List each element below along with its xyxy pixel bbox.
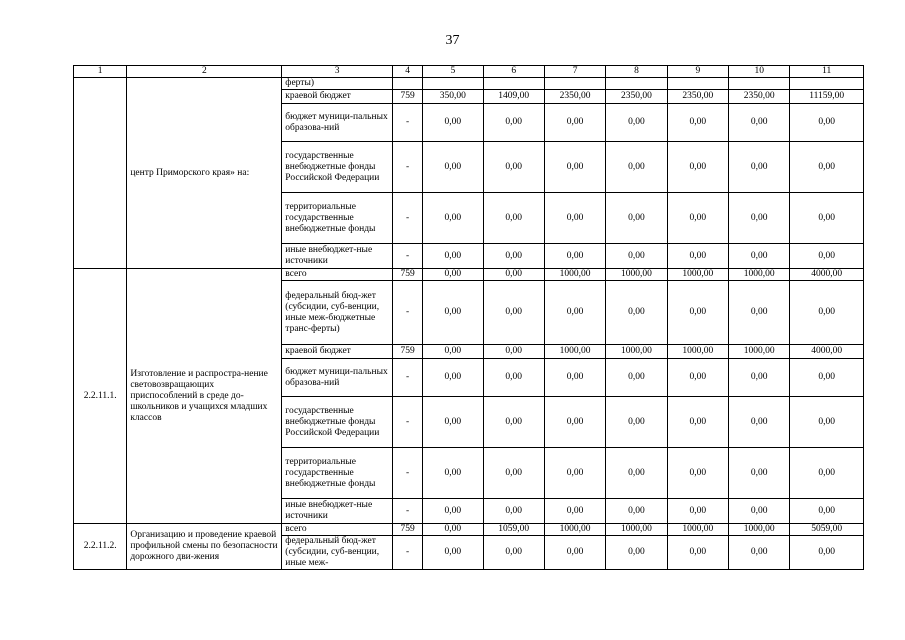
funding-source-label: ферты) [282,78,393,90]
column-number: 8 [606,66,667,78]
funding-source-label: иные внебюджет-ные источники [282,499,393,524]
funding-value: 0,00 [483,499,544,524]
funding-value: 0,00 [483,281,544,345]
funding-value: 0,00 [483,448,544,499]
funding-value: 0,00 [729,281,790,345]
funding-value: 0,00 [483,536,544,570]
funding-value: 0,00 [667,244,728,269]
funding-value: 0,00 [667,536,728,570]
funding-value: 0,00 [790,499,864,524]
funding-value: 0,00 [606,104,667,142]
funding-value: 0,00 [729,359,790,397]
funding-value: 0,00 [423,281,483,345]
funding-value: 0,00 [790,397,864,448]
column-number: 2 [127,66,282,78]
funding-value [729,78,790,90]
column-number-row [74,66,864,78]
funding-value [392,78,422,90]
funding-value: 0,00 [790,536,864,570]
funding-value: 2350,00 [667,90,728,104]
funding-value: 0,00 [606,448,667,499]
funding-value [606,78,667,90]
funding-value: 2350,00 [729,90,790,104]
funding-value: 0,00 [729,536,790,570]
funding-value: 1000,00 [667,524,728,536]
funding-value: 0,00 [667,104,728,142]
funding-source-label: иные внебюджет-ные источники [282,244,393,269]
item-name: Организацию и проведение краевой профильной смены по безопасности дорожного дви-жения [127,524,282,570]
funding-value: 0,00 [729,104,790,142]
funding-value: 0,00 [667,359,728,397]
funding-value: 0,00 [667,397,728,448]
funding-value: 1000,00 [729,269,790,281]
funding-value: 0,00 [423,536,483,570]
funding-value: 0,00 [606,397,667,448]
funding-value [667,78,728,90]
funding-value: 0,00 [423,499,483,524]
column-number: 11 [790,66,864,78]
table-row [74,524,864,536]
funding-value: 0,00 [606,193,667,244]
funding-source-label: территориальные государственные внебюджетные фонды [282,193,393,244]
funding-value: 0,00 [423,448,483,499]
funding-value: 0,00 [544,281,605,345]
funding-value: 1000,00 [667,345,728,359]
funding-value: 1000,00 [606,269,667,281]
column-number: 7 [544,66,605,78]
funding-value: 4000,00 [790,345,864,359]
funding-value: 1000,00 [667,269,728,281]
table-row [74,269,864,281]
funding-value: 0,00 [423,104,483,142]
funding-value: - [392,536,422,570]
column-number: 4 [392,66,422,78]
funding-value: 0,00 [790,142,864,193]
funding-value: 0,00 [790,244,864,269]
funding-value: 0,00 [544,359,605,397]
column-number: 5 [423,66,483,78]
funding-value: - [392,193,422,244]
funding-value: 350,00 [423,90,483,104]
funding-value: 0,00 [483,142,544,193]
item-code [74,78,127,269]
funding-value: 0,00 [729,397,790,448]
funding-value: 0,00 [729,448,790,499]
funding-value: 0,00 [483,397,544,448]
funding-value [790,78,864,90]
funding-source-label: краевой бюджет [282,345,393,359]
page-number: 37 [445,33,460,48]
funding-source-label: государственные внебюджетные фонды Российской Федерации [282,397,393,448]
funding-value: 1000,00 [544,345,605,359]
funding-value: 0,00 [423,359,483,397]
funding-value: 0,00 [544,397,605,448]
funding-value: 759 [392,90,422,104]
column-number: 9 [667,66,728,78]
funding-value: 0,00 [667,142,728,193]
funding-value: 0,00 [544,193,605,244]
funding-value: 1000,00 [606,345,667,359]
funding-source-label: федеральный бюд-жет (субсидии, суб-венции, иные меж- [282,536,393,570]
funding-value: 0,00 [483,104,544,142]
funding-value: 759 [392,524,422,536]
funding-value: 0,00 [790,281,864,345]
funding-value: 0,00 [483,359,544,397]
funding-value: 1000,00 [729,524,790,536]
funding-value: 1000,00 [544,524,605,536]
funding-value: 0,00 [423,345,483,359]
funding-value: - [392,142,422,193]
funding-value: 0,00 [667,193,728,244]
funding-value: 0,00 [729,244,790,269]
funding-value: 4000,00 [790,269,864,281]
funding-value: 0,00 [544,536,605,570]
funding-source-label: бюджет муници-пальных образова-ний [282,359,393,397]
funding-value: 0,00 [544,244,605,269]
funding-value: 0,00 [423,524,483,536]
funding-value: 2350,00 [606,90,667,104]
funding-value: 0,00 [790,359,864,397]
funding-value: 0,00 [606,499,667,524]
funding-value: 1059,00 [483,524,544,536]
column-number: 6 [483,66,544,78]
funding-value: 0,00 [606,359,667,397]
funding-value: 0,00 [544,104,605,142]
funding-value: - [392,244,422,269]
funding-value [423,78,483,90]
funding-source-label: территориальные государственные внебюджетные фонды [282,448,393,499]
funding-value: 0,00 [423,193,483,244]
funding-value: 0,00 [423,142,483,193]
funding-value: 0,00 [790,193,864,244]
funding-value: 0,00 [729,142,790,193]
column-number: 10 [729,66,790,78]
funding-value: 0,00 [606,244,667,269]
funding-source-label: государственные внебюджетные фонды Российской Федерации [282,142,393,193]
funding-source-label: краевой бюджет [282,90,393,104]
funding-value [544,78,605,90]
funding-value: 1409,00 [483,90,544,104]
funding-value: 0,00 [606,536,667,570]
item-name: Изготовление и распростра-нение световозвращающих приспособлений в среде до-школьников и учащихся младших классов [127,269,282,524]
funding-value: 0,00 [667,281,728,345]
funding-value: 5059,00 [790,524,864,536]
funding-value: 0,00 [667,448,728,499]
funding-value: 0,00 [729,499,790,524]
funding-value: 1000,00 [729,345,790,359]
item-code: 2.2.11.2. [74,524,127,570]
funding-value: 0,00 [423,269,483,281]
funding-value: 759 [392,269,422,281]
funding-value: - [392,448,422,499]
funding-value: 11159,00 [790,90,864,104]
funding-value: 0,00 [483,269,544,281]
funding-value: 0,00 [483,244,544,269]
funding-value: 0,00 [544,448,605,499]
funding-value: 0,00 [606,281,667,345]
table-row [74,78,864,90]
funding-table [73,65,864,570]
funding-source-label: всего [282,524,393,536]
funding-source-label: бюджет муници-пальных образова-ний [282,104,393,142]
funding-value: 0,00 [544,499,605,524]
funding-value: - [392,359,422,397]
funding-value: 759 [392,345,422,359]
funding-value: 0,00 [423,244,483,269]
funding-value: - [392,499,422,524]
funding-value: 1000,00 [606,524,667,536]
funding-value: 0,00 [483,345,544,359]
item-code: 2.2.11.1. [74,269,127,524]
funding-source-label: федеральный бюд-жет (субсидии, суб-венции, иные меж-бюджетные транс-ферты) [282,281,393,345]
funding-value: 0,00 [729,193,790,244]
item-name: центр Приморского края» на: [127,78,282,269]
funding-value: - [392,281,422,345]
funding-value: - [392,397,422,448]
column-number: 3 [282,66,393,78]
funding-value [483,78,544,90]
funding-value: 0,00 [790,104,864,142]
funding-value: 2350,00 [544,90,605,104]
funding-value: 0,00 [667,499,728,524]
column-number: 1 [74,66,127,78]
funding-value: 0,00 [790,448,864,499]
funding-source-label: всего [282,269,393,281]
funding-value: - [392,104,422,142]
funding-value: 0,00 [483,193,544,244]
funding-value: 0,00 [606,142,667,193]
funding-value: 0,00 [544,142,605,193]
funding-value: 0,00 [423,397,483,448]
funding-value: 1000,00 [544,269,605,281]
